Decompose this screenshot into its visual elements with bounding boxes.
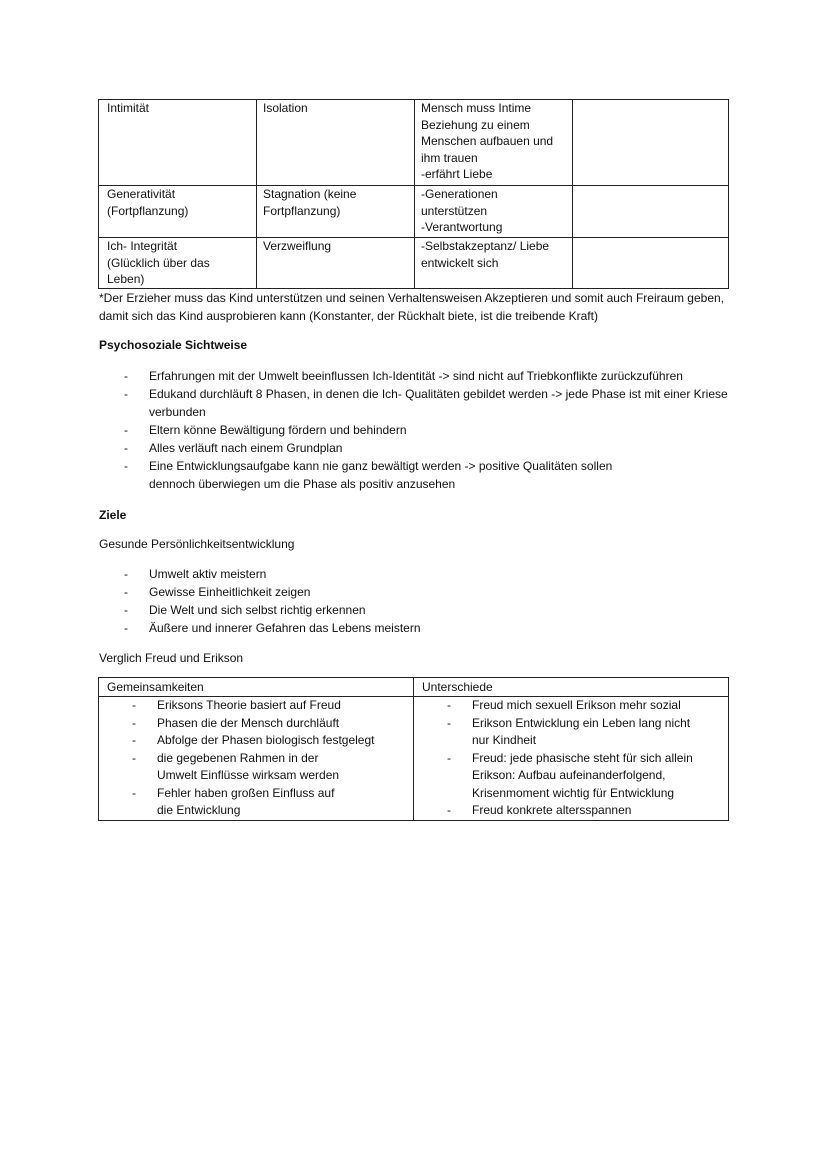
dash-bullet: - — [447, 715, 451, 730]
table-cell: Intimität — [99, 100, 257, 186]
list-item — [99, 439, 739, 457]
list-item — [99, 385, 739, 421]
column-header-gemeinsamkeiten: Gemeinsamkeiten — [99, 678, 414, 697]
educator-note: *Der Erzieher muss das Kind unterstützen und seinen Verhaltensweisen Akzeptieren und somit auch Freiraum geben, damit sich das Kind ausprobieren kann (Konstanter, der Rückhalt biete, ist die treibende Kraft) — [99, 291, 725, 323]
section-heading-psychosoziale: Psychosoziale Sichtweise — [99, 338, 248, 352]
list-item — [99, 619, 739, 637]
ziele-list — [99, 565, 739, 637]
list-item — [99, 750, 413, 785]
list-item-text: Freud konkrete altersspannen — [472, 803, 632, 817]
gemeinsamkeiten-cell — [99, 697, 414, 821]
table-row — [99, 186, 729, 238]
list-item-text: Erikson Entwicklung ein Leben lang nicht nur Kindheit — [472, 715, 691, 747]
list-item — [99, 785, 413, 820]
column-header-unterschiede: Unterschiede — [414, 678, 729, 697]
stages-table — [98, 99, 729, 289]
list-item-text: Alles verläuft nach einem Grundplan — [149, 441, 343, 455]
list-item — [99, 583, 739, 601]
dash-bullet: - — [124, 621, 128, 635]
table-row — [99, 100, 729, 186]
dash-bullet: - — [447, 803, 451, 817]
section-heading-ziele: Ziele — [99, 508, 127, 522]
dash-bullet: - — [124, 387, 128, 401]
dash-bullet: - — [132, 750, 136, 765]
table-cell: -Generationen unterstützen -Verantwortung — [415, 186, 573, 238]
list-item-text: Phasen die der Mensch durchläuft — [157, 715, 340, 730]
table-cell — [573, 100, 729, 186]
list-item-text: Die Welt und sich selbst richtig erkennen — [149, 603, 366, 617]
list-item-text: Umwelt aktiv meistern — [149, 567, 267, 581]
comparison-table — [98, 677, 729, 821]
list-item-text: die gegebenen Rahmen in der Umwelt Einflüsse wirksam werden — [157, 750, 340, 782]
dash-bullet: - — [124, 369, 128, 383]
dash-bullet: - — [124, 567, 128, 581]
table-row — [99, 697, 729, 821]
list-item — [99, 367, 739, 385]
dash-bullet: - — [132, 785, 136, 800]
list-item — [99, 421, 739, 439]
ziele-subheading: Gesunde Persönlichkeitsentwicklung — [99, 537, 295, 551]
table-header-row — [99, 678, 729, 697]
table-row — [99, 238, 729, 289]
dash-bullet: - — [132, 715, 136, 730]
list-item-text: Freud mich sexuell Erikson mehr sozial — [472, 698, 681, 712]
list-item — [99, 457, 739, 493]
list-item — [414, 750, 728, 803]
list-item — [414, 802, 728, 820]
unterschiede-cell — [414, 697, 729, 821]
gemeinsamkeiten-list — [99, 697, 413, 820]
list-item-text: Fehler haben großen Einfluss auf die Entwicklung — [157, 785, 335, 817]
table-cell: Mensch muss Intime Beziehung zu einem Menschen aufbauen und ihm trauen -erfährt Liebe — [415, 100, 573, 186]
list-item-text: Gewisse Einheitlichkeit zeigen — [149, 585, 311, 599]
table-cell — [573, 186, 729, 238]
dash-bullet: - — [124, 603, 128, 617]
list-item — [99, 732, 413, 750]
table-cell: Stagnation (keine Fortpflanzung) — [257, 186, 415, 238]
list-item — [414, 715, 728, 750]
list-item — [99, 715, 413, 733]
list-item-text: Eriksons Theorie basiert auf Freud — [157, 698, 341, 712]
list-item-text: Edukand durchläuft 8 Phasen, in denen die Ich- Qualitäten gebildet werden -> jede Phase ist mit einer Kriese verbunden — [149, 387, 728, 419]
dash-bullet: - — [132, 733, 136, 747]
unterschiede-list — [414, 697, 728, 820]
list-item-text: Eltern könne Bewältigung fördern und behindern — [149, 423, 407, 437]
dash-bullet: - — [124, 441, 128, 455]
table-cell — [573, 238, 729, 289]
list-item — [414, 697, 728, 715]
table-cell: Ich- Integrität (Glücklich über das Leben) — [99, 238, 257, 289]
dash-bullet: - — [447, 750, 451, 765]
list-item-text: Abfolge der Phasen biologisch festgelegt — [157, 733, 375, 747]
list-item — [99, 601, 739, 619]
vergleich-title: Verglich Freud und Erikson — [99, 651, 244, 665]
list-item-text: Äußere und innerer Gefahren das Lebens meistern — [149, 621, 421, 635]
table-cell: Verzweiflung — [257, 238, 415, 289]
list-item-text: Freud: jede phasische steht für sich allein Erikson: Aufbau aufeinanderfolgend, Krisenmoment wichtig für Entwicklung — [472, 750, 693, 800]
dash-bullet: - — [124, 423, 128, 437]
list-item — [99, 697, 413, 715]
dash-bullet: - — [447, 698, 451, 712]
list-item-text: Eine Entwicklungsaufgabe kann nie ganz bewältigt werden -> positive Qualitäten sollen dennoch überwiegen um die Phase als positiv anzusehen — [149, 459, 613, 491]
dash-bullet: - — [124, 585, 128, 599]
table-cell: Isolation — [257, 100, 415, 186]
table-cell: -Selbstakzeptanz/ Liebe entwickelt sich — [415, 238, 573, 289]
dash-bullet: - — [132, 698, 136, 712]
table-cell: Generativität (Fortpflanzung) — [99, 186, 257, 238]
list-item — [99, 565, 739, 583]
list-item-text: Erfahrungen mit der Umwelt beeinflussen Ich-Identität -> sind nicht auf Triebkonflikte zurückzuführen — [149, 369, 683, 383]
dash-bullet: - — [124, 459, 128, 473]
psychosoziale-list — [99, 367, 739, 493]
